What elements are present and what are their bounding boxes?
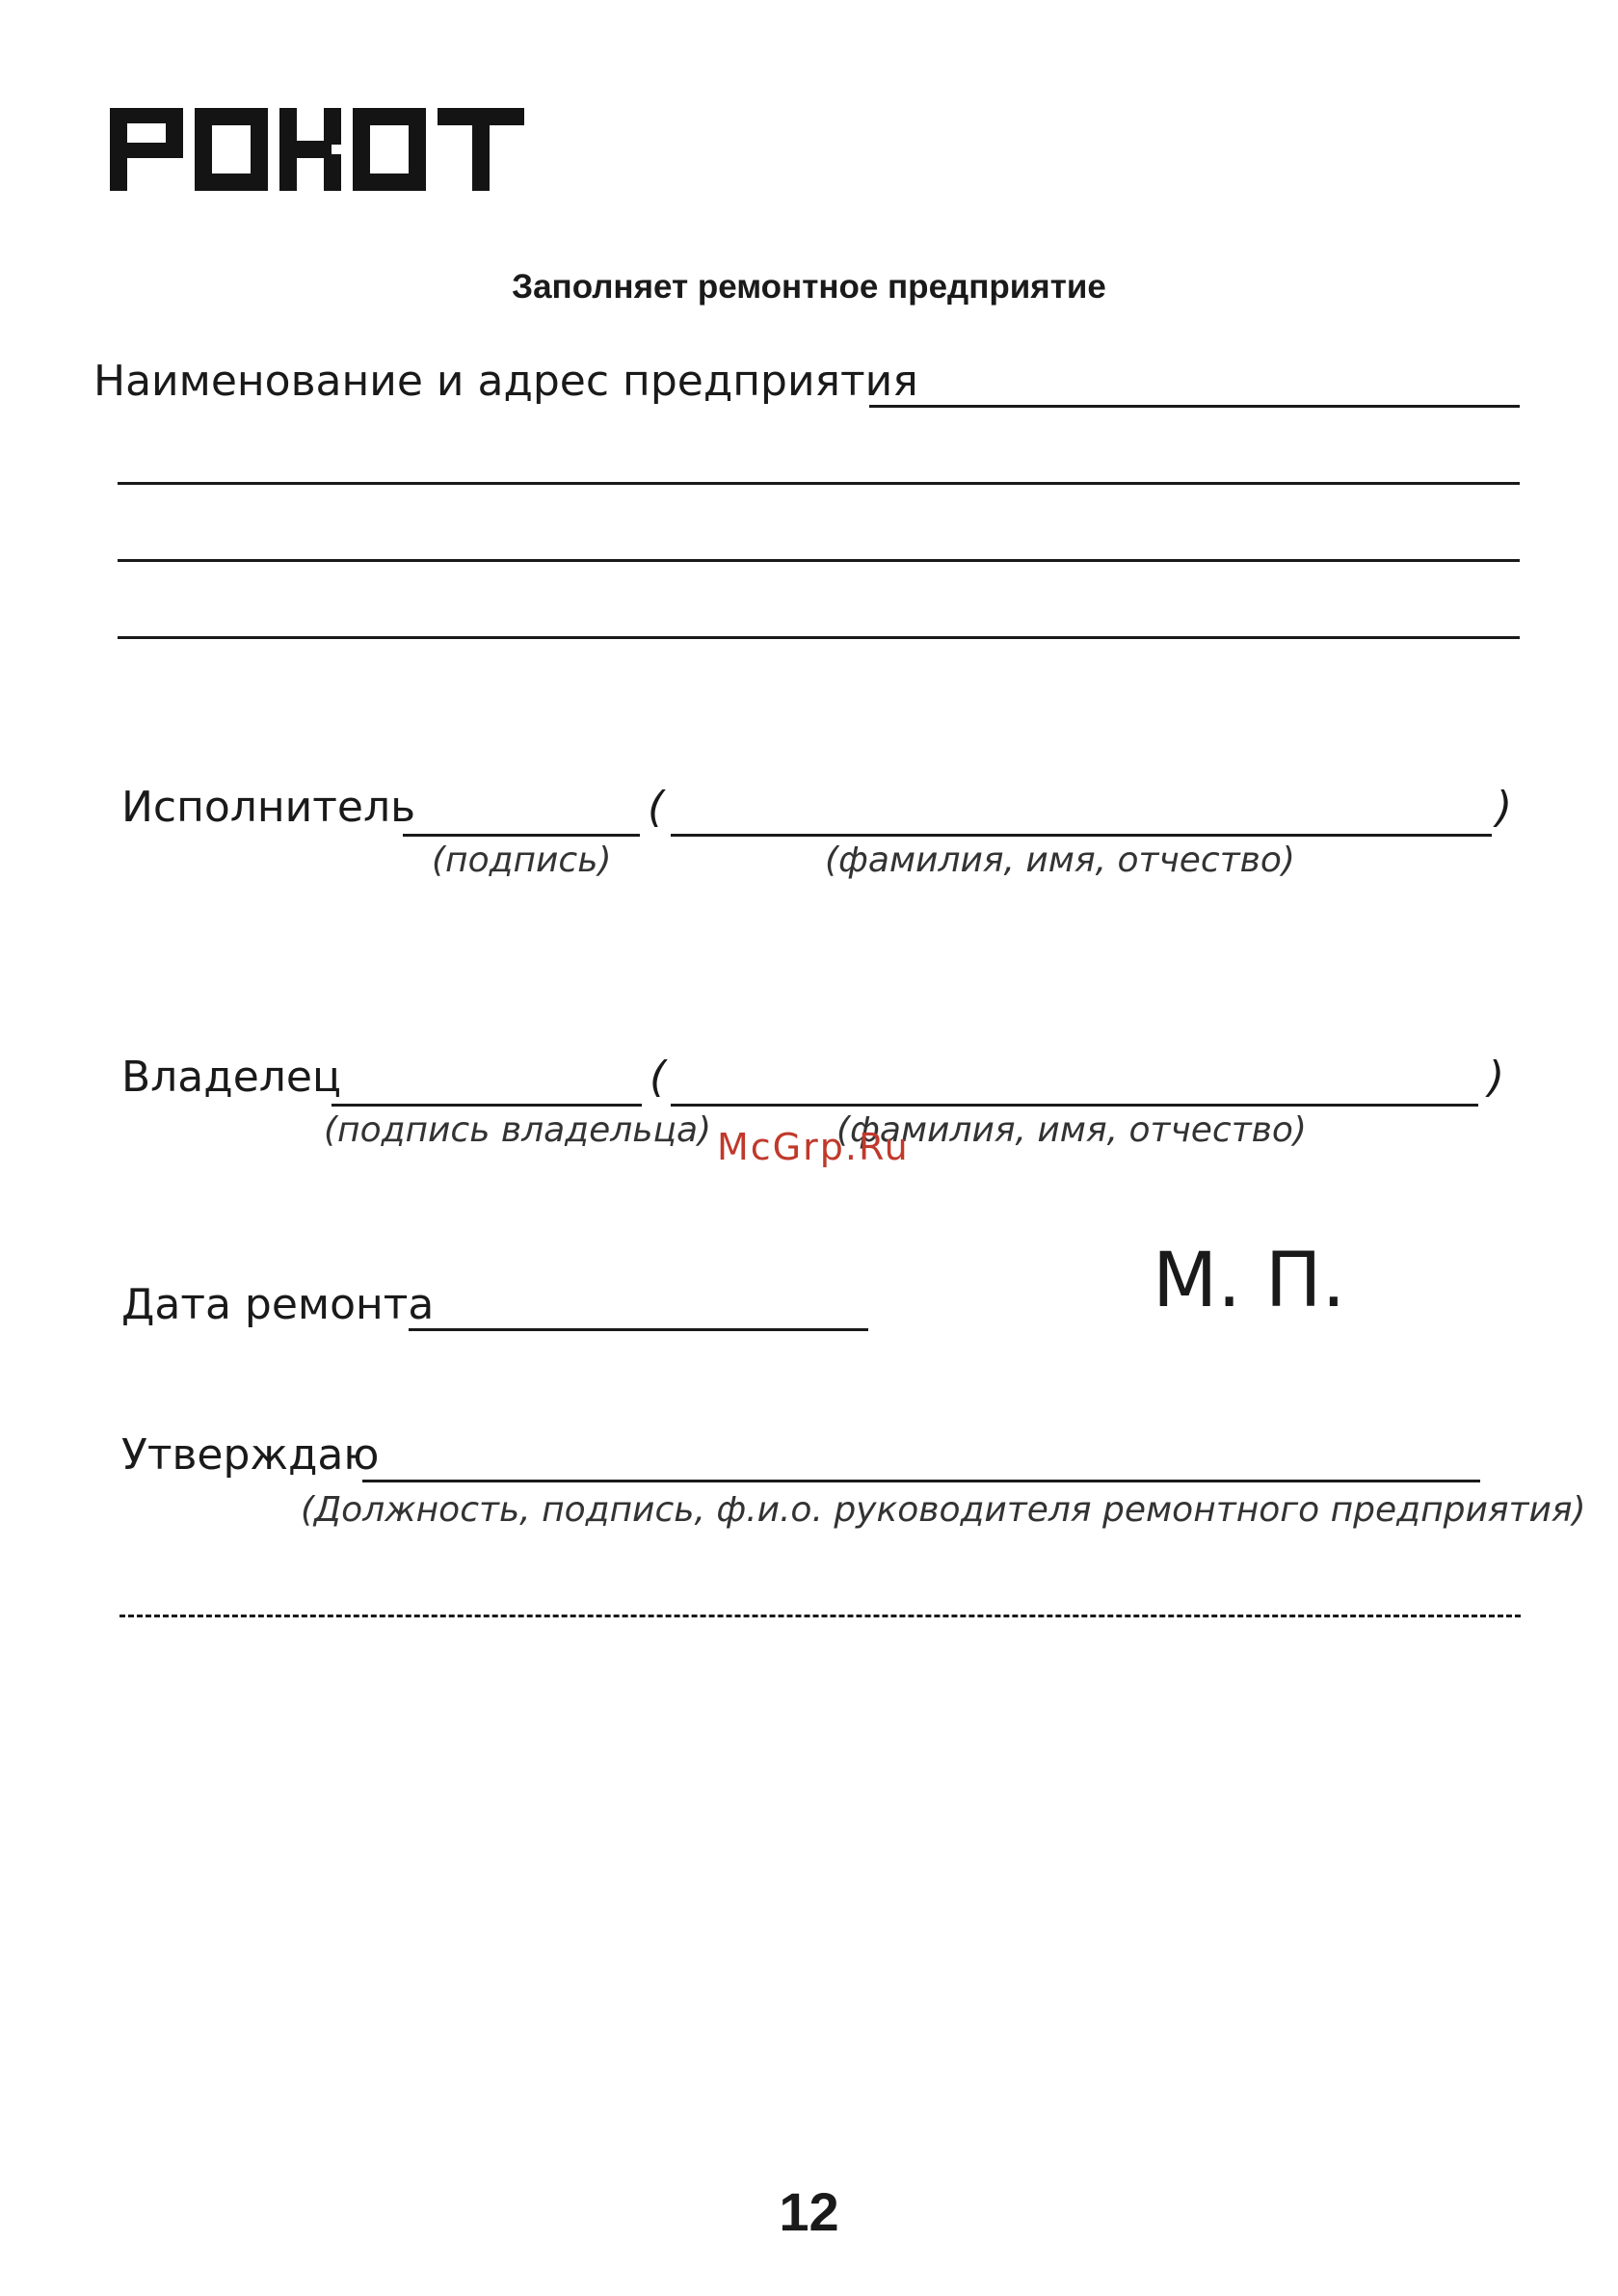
owner-name-caption: (фамилия, имя, отчество) [836,1110,1307,1150]
owner-open-paren: ( [650,1053,667,1102]
executor-name-line[interactable] [671,834,1492,837]
enterprise-field-line-3[interactable] [118,559,1520,562]
stamp-place-label: М. П. [1153,1238,1346,1324]
executor-close-paren: ) [1496,783,1513,832]
owner-name-line[interactable] [671,1104,1478,1107]
executor-name-caption: (фамилия, имя, отчество) [825,841,1295,880]
owner-label: Владелец [121,1053,341,1102]
owner-close-paren: ) [1488,1053,1505,1102]
enterprise-label: Наименование и адрес предприятия [93,357,918,406]
executor-signature-caption: (подпись) [432,841,612,880]
cut-line [119,1615,1521,1617]
repair-date-line[interactable] [409,1328,868,1331]
owner-signature-caption: (подпись владельца) [324,1110,712,1150]
executor-open-paren: ( [648,783,665,832]
approve-line[interactable] [362,1480,1480,1482]
approve-caption: (Должность, подпись, ф.и.о. руководителя ремонтного предприятия) [301,1490,1586,1530]
approve-label: Утверждаю [121,1430,380,1480]
enterprise-field-line-4[interactable] [118,636,1520,639]
form-heading: Заполняет ремонтное предприятие [512,268,1106,306]
owner-signature-line[interactable] [332,1104,642,1107]
enterprise-field-line-1[interactable] [869,405,1520,408]
executor-signature-line[interactable] [403,834,640,837]
repair-date-label: Дата ремонта [121,1280,435,1329]
brand-logo [110,108,524,191]
enterprise-field-line-2[interactable] [118,482,1520,485]
watermark: McGrp.Ru [717,1126,910,1168]
page-number: 12 [779,2181,839,2242]
executor-label: Исполнитель [121,783,416,832]
